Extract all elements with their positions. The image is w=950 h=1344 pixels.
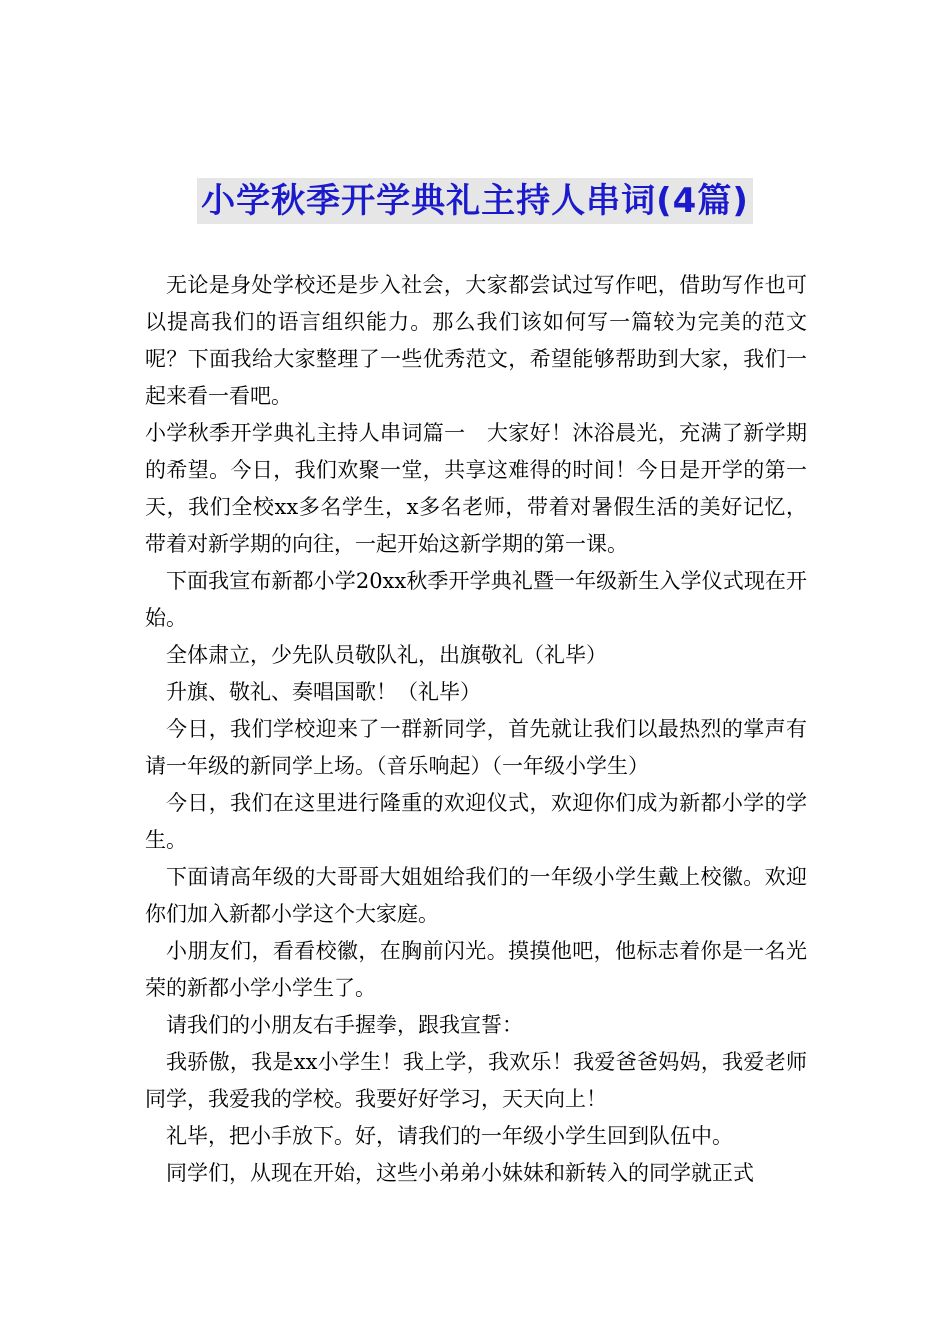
paragraph-flag-salute: 全体肃立，少先队员敬队礼，出旗敬礼（礼毕）: [166, 643, 607, 667]
paragraph-badge: 下面请高年级的大哥哥大姐姐给我们的一年级小学生戴上校徽。欢迎你们加入新都小学这个大家庭。: [145, 865, 807, 926]
paragraph-return: 礼毕，把小手放下。好，请我们的一年级小学生回到队伍中。: [166, 1124, 733, 1148]
paragraph-closing: 同学们，从现在开始，这些小弟弟小妹妹和新转入的同学就正式: [166, 1161, 754, 1185]
document-body: [145, 267, 807, 1192]
document-title: 小学秋季开学典礼主持人串词(4篇): [197, 178, 753, 224]
paragraph-intro: 无论是身处学校还是步入社会，大家都尝试过写作吧，借助写作也可以提高我们的语言组织能力。那么我们该如何写一篇较为完美的范文呢？下面我给大家整理了一些优秀范文，希望能够帮助到大家，我们一起来看一看吧。: [145, 273, 807, 408]
paragraph-ceremony: 今日，我们在这里进行隆重的欢迎仪式，欢迎你们成为新都小学的学生。: [145, 791, 807, 852]
paragraph-welcome-new: 今日，我们学校迎来了一群新同学，首先就让我们以最热烈的掌声有请一年级的新同学上场。（音乐响起）（一年级小学生）: [145, 717, 807, 778]
paragraph-oath: 我骄傲，我是xx小学生！我上学，我欢乐！我爱爸爸妈妈，我爱老师同学，我爱我的学校。我要好好学习，天天向上！: [145, 1050, 807, 1111]
paragraph-anthem: 升旗、敬礼、奏唱国歌！（礼毕）: [166, 680, 481, 704]
paragraph-badge-meaning: 小朋友们，看看校徽，在胸前闪光。摸摸他吧，他标志着你是一名光荣的新都小学小学生了。: [145, 939, 807, 1000]
paragraph-oath-intro: 请我们的小朋友右手握拳，跟我宣誓：: [166, 1013, 523, 1037]
paragraph-section-one: 小学秋季开学典礼主持人串词篇一 大家好！沐浴晨光，充满了新学期的希望。今日，我们欢聚一堂，共享这难得的时间！今日是开学的第一天，我们全校xx多名学生，x多名老师，带着对暑假生活的美好记忆，带着对新学期的向往，一起开始这新学期的第一课。: [145, 421, 807, 556]
paragraph-announcement: 下面我宣布新都小学20xx秋季开学典礼暨一年级新生入学仪式现在开始。: [145, 569, 807, 630]
title-container: [0, 178, 950, 224]
